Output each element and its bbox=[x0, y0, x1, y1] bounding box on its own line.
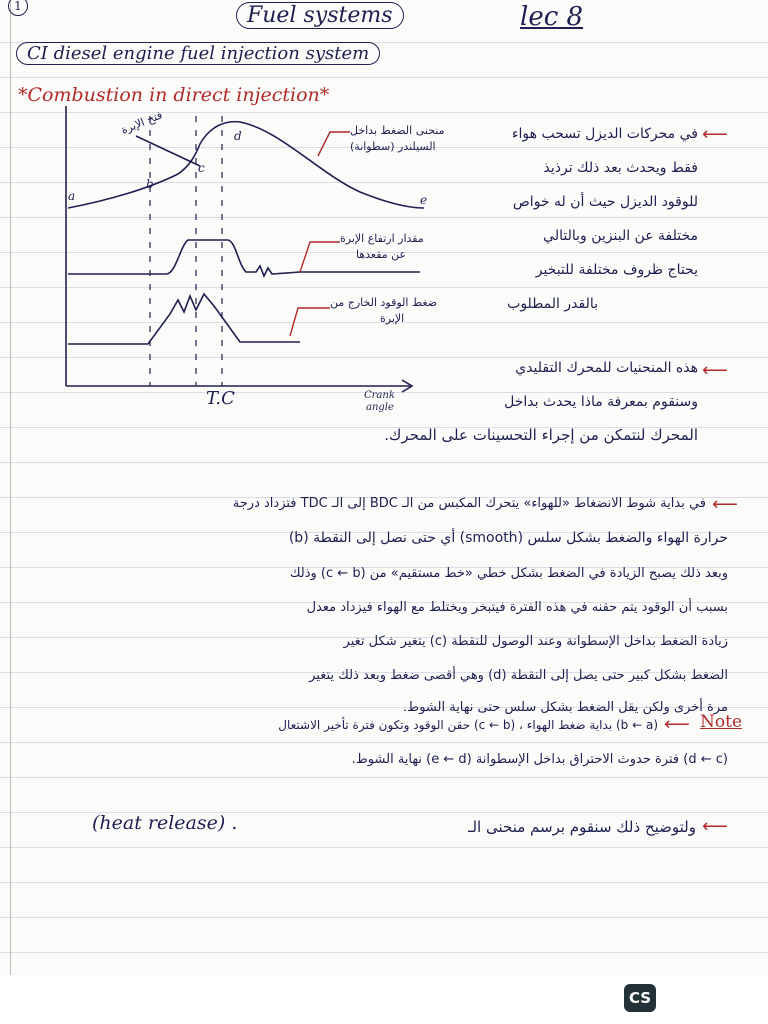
camscanner-logo[interactable]: CS bbox=[624, 984, 656, 1012]
pressure-curve-label-2: السيلندر (سطوانة) bbox=[350, 140, 436, 153]
right-note-6: بالقدر المطلوب bbox=[507, 296, 598, 312]
para2-line-2: حرارة الهواء والضغط بشكل سلس (smooth) أي حتى نصل إلى النقطة (b) bbox=[288, 530, 728, 546]
needle-lift-label-2: عن مقعدها bbox=[356, 248, 407, 261]
injection-pressure-curve bbox=[68, 294, 300, 344]
tdc-label: T.C bbox=[206, 388, 235, 409]
point-label-a: a bbox=[68, 189, 76, 203]
note-line-1: (b ← a) بداية ضغط الهواء ، (c ← b) حقن الوقود وتكون فترة تأخير الاشتعال bbox=[278, 718, 658, 732]
arrow-right-notes: ⟵ bbox=[702, 124, 728, 145]
page-title: Fuel systems bbox=[236, 2, 404, 29]
needle-lift-label-1: مقدار ارتفاع الإبرة bbox=[340, 232, 424, 245]
subtitle: CI diesel engine fuel injection system bbox=[16, 42, 380, 65]
arrow-final: ⟵ bbox=[702, 816, 728, 837]
final-line-arabic: ولتوضيح ذلك سنقوم برسم منحنى الـ bbox=[468, 818, 696, 836]
needle-opening-bracket bbox=[136, 136, 200, 166]
note-line-2: (d ← c) فترة حدوث الاحتراق بداخل الإسطوانة (e ← d) نهاية الشوط. bbox=[351, 752, 728, 767]
injection-pressure-label-1: ضغط الوقود الخارج من bbox=[330, 296, 438, 309]
para2-line-7: مرة أخرى ولكن يقل الضغط بشكل سلس حتى نهاية الشوط. bbox=[403, 700, 728, 715]
para1-line-1: هذه المنحنيات للمحرك التقليدي bbox=[515, 360, 698, 376]
right-note-5: يحتاج ظروف مختلفة للتبخير bbox=[535, 262, 698, 278]
pressure-curve-label-1: منحنى الضغط بداخل bbox=[350, 124, 445, 137]
para2-line-5: زيادة الضغط بداخل الإسطوانة وعند الوصول للنقطة (c) يتغير شكل تغير bbox=[343, 634, 728, 649]
final-line-english: (heat release) . bbox=[92, 812, 238, 834]
page-number: 1 bbox=[8, 0, 28, 16]
point-label-e: e bbox=[420, 193, 428, 207]
para2-line-1: في بداية شوط الانضغاط «للهواء» يتحرك المكبس من الـ BDC إلى الـ TDC فتزداد درجة bbox=[232, 496, 706, 511]
section-heading: *Combustion in direct injection* bbox=[18, 84, 330, 106]
para2-line-6: الضغط بشكل كبير حتى يصل إلى النقطة (d) وهي أقصى ضغط وبعد ذلك يتغير bbox=[309, 668, 728, 683]
needle-open-label: فتح الإبرة bbox=[119, 108, 165, 137]
arrow-note: ⟵ bbox=[664, 714, 690, 735]
para1-line-2: وسنقوم بمعرفة ماذا يحدث بداخل bbox=[504, 394, 698, 410]
point-label-d: d bbox=[234, 129, 242, 143]
point-label-b: b bbox=[146, 177, 154, 191]
crank-label: Crank bbox=[364, 390, 395, 401]
note-label: Note bbox=[700, 712, 743, 732]
arrow-para1: ⟵ bbox=[702, 360, 728, 381]
angle-label: angle bbox=[366, 402, 394, 413]
point-label-c: c bbox=[198, 161, 205, 175]
para2-line-4: بسبب أن الوقود يتم حقنه في هذه الفترة فيتبخر ويختلط مع الهواء فيزداد معدل bbox=[306, 600, 728, 615]
right-note-2: فقط ويحدث بعد ذلك ترذيذ bbox=[543, 160, 698, 176]
para1-line-3: المحرك لنتمكن من إجراء التحسينات على المحرك. bbox=[384, 426, 698, 444]
injection-pressure-label-2: الإبرة bbox=[380, 312, 405, 325]
lecture-label: lec 8 bbox=[520, 2, 584, 32]
right-note-3: للوقود الديزل حيث أن له خواص bbox=[512, 194, 698, 210]
right-note-1: في محركات الديزل تسحب هواء bbox=[511, 126, 698, 142]
para2-line-3: وبعد ذلك يصبح الزيادة في الضغط بشكل خطي «خط مستقيم» من (c ← b) وذلك bbox=[289, 566, 728, 581]
arrow-para2: ⟵ bbox=[712, 494, 738, 515]
right-note-4: مختلفة عن البنزين وبالتالي bbox=[543, 228, 698, 244]
